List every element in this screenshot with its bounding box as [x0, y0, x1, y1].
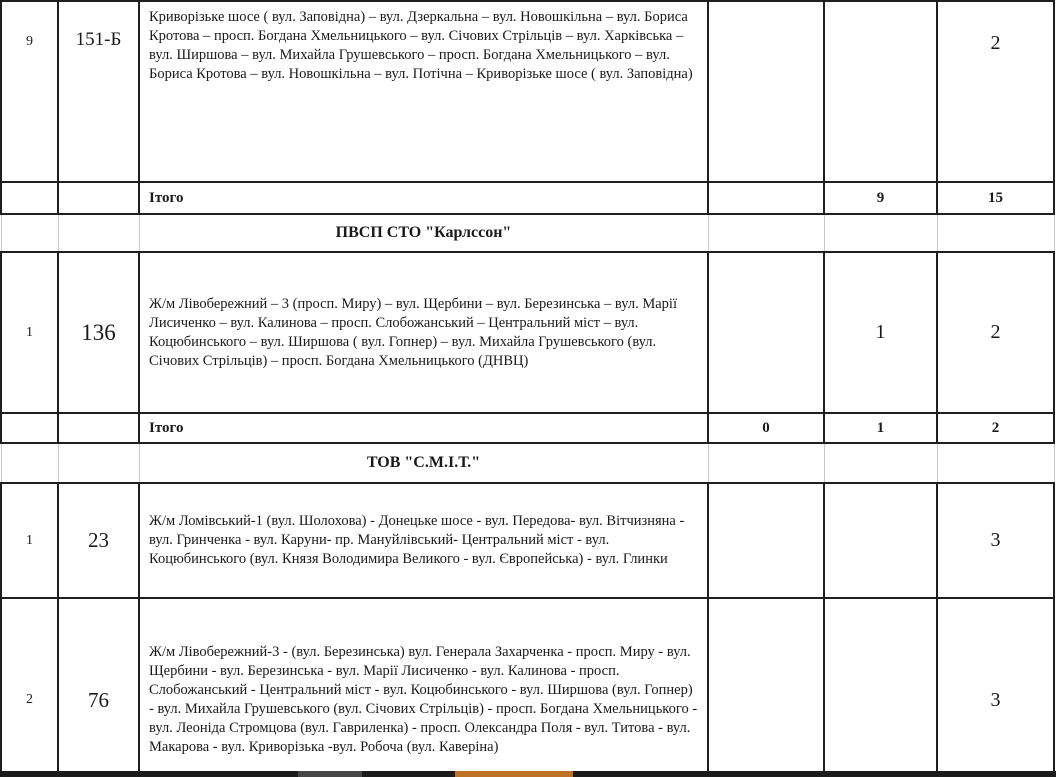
cell-total-value: 2	[937, 413, 1054, 443]
cell-empty	[824, 443, 937, 483]
cell-row-number: 1	[1, 483, 58, 598]
taskbar-item-orange[interactable]	[455, 771, 573, 777]
cell-empty	[824, 483, 937, 598]
cell-total-label	[139, 182, 708, 214]
table-row-route-23	[1, 483, 1054, 598]
route-description-text: Ж/м Лівобережний – 3 (просп. Миру) – вул. Щербини – вул. Березинська – вул. Марії Лисиченко – вул. Калинова – просп. Слобожанський – Центральний міст – вул. Коцюбинського – вул. Ширшова ( вул. Гопнер) – вул. Михайла Грушевського (вул. Січових Стрільців) – просп. Богдана Хмельницького (ДНВЦ)	[149, 295, 677, 369]
table-row-total	[1, 182, 1054, 214]
cell-total-value: 9	[824, 182, 937, 214]
cell-empty	[708, 214, 824, 252]
section-title: ТОВ "С.М.І.Т."	[366, 454, 481, 471]
total-label: Ітого	[149, 419, 184, 436]
cell-total-value: 1	[824, 413, 937, 443]
taskbar-item-gray[interactable]	[298, 771, 362, 777]
cell-empty	[824, 598, 937, 777]
cell-total-label	[139, 413, 708, 443]
cell-empty	[708, 252, 824, 413]
cell-row-number: 2	[1, 598, 58, 777]
cell-empty	[824, 1, 937, 182]
total-label: Ітого	[149, 189, 184, 206]
cell-empty	[824, 214, 937, 252]
cell-empty	[708, 598, 824, 777]
cell-empty	[1, 413, 58, 443]
cell-empty	[708, 483, 824, 598]
taskbar-edge	[0, 771, 1056, 777]
cell-empty	[708, 443, 824, 483]
cell-route-description	[139, 1, 708, 182]
cell-total-value: 0	[708, 413, 824, 443]
cell-row-number: 1	[1, 252, 58, 413]
cell-empty	[708, 1, 824, 182]
cell-route-description	[139, 252, 708, 413]
cell-section-title	[139, 214, 708, 252]
cell-empty	[1, 443, 58, 483]
cell-row-number: 9	[1, 1, 58, 182]
cell-route-description	[139, 598, 708, 777]
cell-count: 1	[824, 252, 937, 413]
cell-count: 2	[937, 1, 1054, 182]
table-row-total	[1, 413, 1054, 443]
table-row-route-136	[1, 252, 1054, 413]
section-title: ПВСП СТО "Карлссон"	[335, 224, 512, 241]
cell-count: 3	[937, 598, 1054, 777]
cell-route-description	[139, 483, 708, 598]
table-row-route-76	[1, 598, 1054, 777]
cell-empty	[58, 443, 139, 483]
table-row-section-header	[1, 214, 1054, 252]
cell-route-number: 76	[58, 598, 139, 777]
route-description-text: Ж/м Ломівський-1 (вул. Шолохова) - Донецьке шосе - вул. Передова- вул. Вітчизняна - вул. Гринченка - вул. Каруни- пр. Мануйлівський- Центральний міст - вул. Коцюбинського (вул. Князя Володимира Великого - вул. Європейська) - вул. Глинки	[149, 513, 685, 567]
cell-count: 2	[937, 252, 1054, 413]
cell-empty	[58, 413, 139, 443]
cell-empty	[58, 182, 139, 214]
cell-empty	[1, 182, 58, 214]
cell-section-title	[139, 443, 708, 483]
cell-empty	[937, 214, 1054, 252]
cell-total-value: 15	[937, 182, 1054, 214]
cell-route-number: 136	[58, 252, 139, 413]
table-row-section-header	[1, 443, 1054, 483]
cell-route-number: 23	[58, 483, 139, 598]
cell-total-value	[708, 182, 824, 214]
table-row-route-151b	[1, 1, 1054, 182]
cell-count: 3	[937, 483, 1054, 598]
cell-route-number: 151-Б	[58, 1, 139, 182]
cell-empty	[937, 443, 1054, 483]
route-description-text: Криворізьке шосе ( вул. Заповідна) – вул. Дзеркальна – вул. Новошкільна – вул. Бориса Кротова – просп. Богдана Хмельницького – вул. Січових Стрільців – вул. Харківська – вул. Ширшова – вул. Михайла Грушевського – просп. Богдана Хмельницького – вул. Бориса Кротова – вул. Новошкільна – вул. Потічна – Криворізьке шосе ( вул. Заповідна)	[149, 9, 693, 82]
cell-empty	[1, 214, 58, 252]
route-description-text: Ж/м Лівобережний-3 - (вул. Березинська) вул. Генерала Захарченка - просп. Миру - вул. Щербини - вул. Березинська - вул. Марії Лисиченко - вул. Калинова - просп. Слобожанський - Центральний міст - вул. Коцюбинського - вул. Ширшова (вул. Гопнер) - вул. Михайла Грушевського (вул. Січових Стрільців) - просп. Богдана Хмельницького - вул. Леоніда Стромцова (вул. Гавриленка) - просп. Олександра Поля - вул. Титова - вул. Макарова - вул. Криворізька -вул. Робоча (вул. Каверіна)	[149, 644, 698, 755]
cell-empty	[58, 214, 139, 252]
